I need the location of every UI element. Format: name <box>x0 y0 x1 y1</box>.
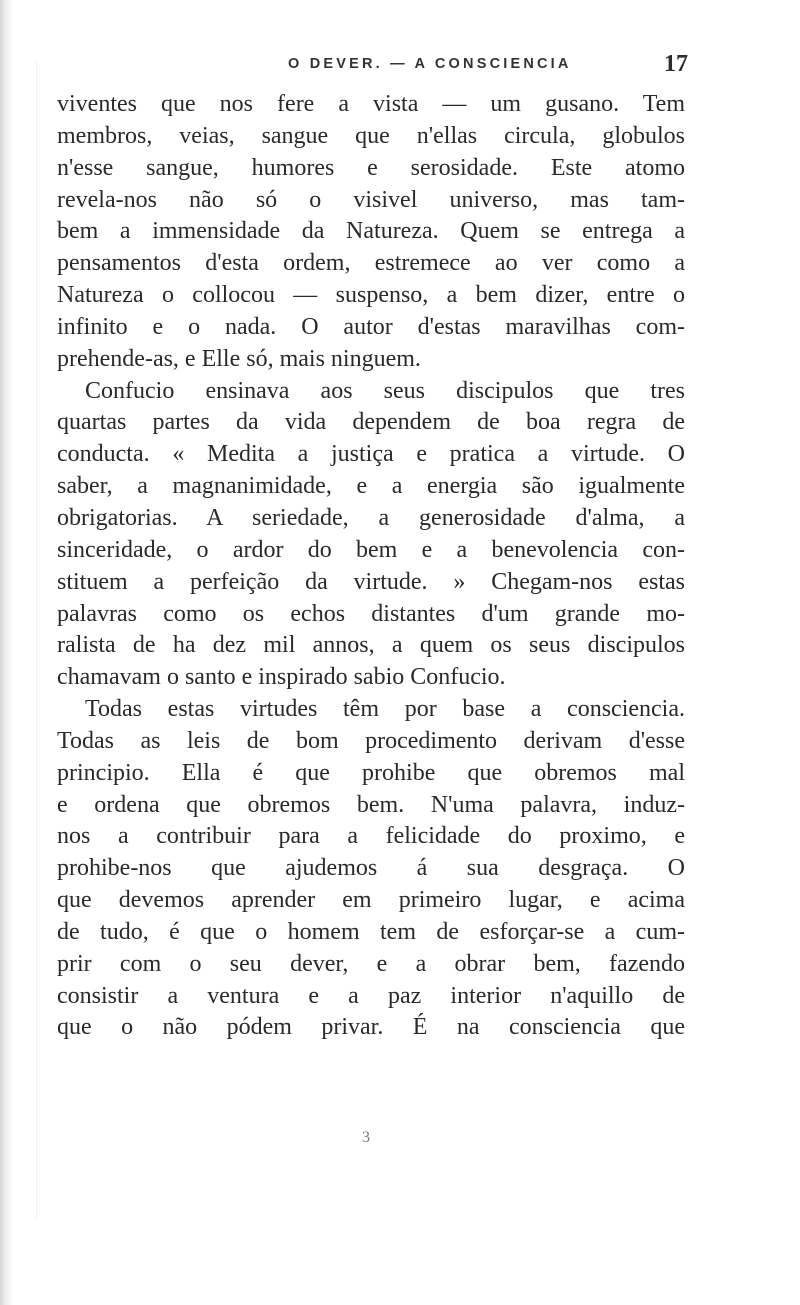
text-line: bem a immensidade da Natureza. Quem se entrega a <box>57 218 685 245</box>
text-line: viventes que nos fere a vista — um gusano. Tem <box>57 91 685 117</box>
text-line: palavras como os echos distantes d'um grande mo- <box>57 600 685 627</box>
text-line: pensamentos d'esta ordem, estremece ao ver como a <box>57 250 685 277</box>
text-line: Todas as leis de bom procedimento derivam d'esse <box>57 727 685 754</box>
text-line: e ordena que obremos bem. N'uma palavra, induz- <box>57 791 685 818</box>
text-line: ralista de ha dez mil annos, a quem os seus discipulos <box>57 632 685 659</box>
page-margin-shadow <box>36 60 37 1220</box>
text-line: principio. Ella é que prohibe que obremos mal <box>57 759 685 786</box>
page-binding-edge <box>0 0 14 1305</box>
text-line: quartas partes da vida dependem de boa regra de <box>57 409 685 436</box>
text-line: sinceridade, o ardor do bem e a benevolencia con- <box>57 536 685 563</box>
running-title: O DEVER. — A CONSCIENCIA <box>288 56 572 72</box>
text-line: chamavam o santo e inspirado sabio Confucio. <box>57 664 506 691</box>
text-line: que o não pódem privar. É na consciencia que <box>57 1014 685 1041</box>
paragraph-start-line: Todas estas virtudes têm por base a consciencia. <box>85 696 685 723</box>
text-line: n'esse sangue, humores e serosidade. Este atomo <box>57 154 685 181</box>
text-line: prir com o seu dever, e a obrar bem, fazendo <box>57 950 685 977</box>
paragraph-start-line: Confucio ensinava aos seus discipulos que tres <box>85 377 685 404</box>
text-line: consistir a ventura e a paz interior n'aquillo de <box>57 982 685 1009</box>
text-line: prehende-as, e Elle só, mais ninguem. <box>57 345 421 372</box>
text-line: conducta. « Medita a justiça e pratica a virtude. O <box>57 441 685 468</box>
signature-mark: 3 <box>362 1129 370 1146</box>
page-number: 17 <box>664 51 688 77</box>
text-line: stituem a perfeição da virtude. » Chegam-nos estas <box>57 568 685 595</box>
text-line: revela-nos não só o visivel universo, mas tam- <box>57 186 685 213</box>
text-line: Natureza o collocou — suspenso, a bem dizer, entre o <box>57 282 685 309</box>
text-line: que devemos aprender em primeiro lugar, e acima <box>57 887 685 914</box>
text-line: saber, a magnanimidade, e a energia são igualmente <box>57 473 685 500</box>
text-line: prohibe-nos que ajudemos á sua desgraça. O <box>57 855 685 882</box>
text-line: nos a contribuir para a felicidade do proximo, e <box>57 823 685 850</box>
text-line: membros, veias, sangue que n'ellas circula, globulos <box>57 122 685 149</box>
text-line: infinito e o nada. O autor d'estas maravilhas com- <box>57 313 685 340</box>
body-text <box>57 89 685 1044</box>
running-head <box>288 51 688 84</box>
text-line: obrigatorias. A seriedade, a generosidade d'alma, a <box>57 504 685 531</box>
text-line: de tudo, é que o homem tem de esforçar-se a cum- <box>57 918 685 945</box>
